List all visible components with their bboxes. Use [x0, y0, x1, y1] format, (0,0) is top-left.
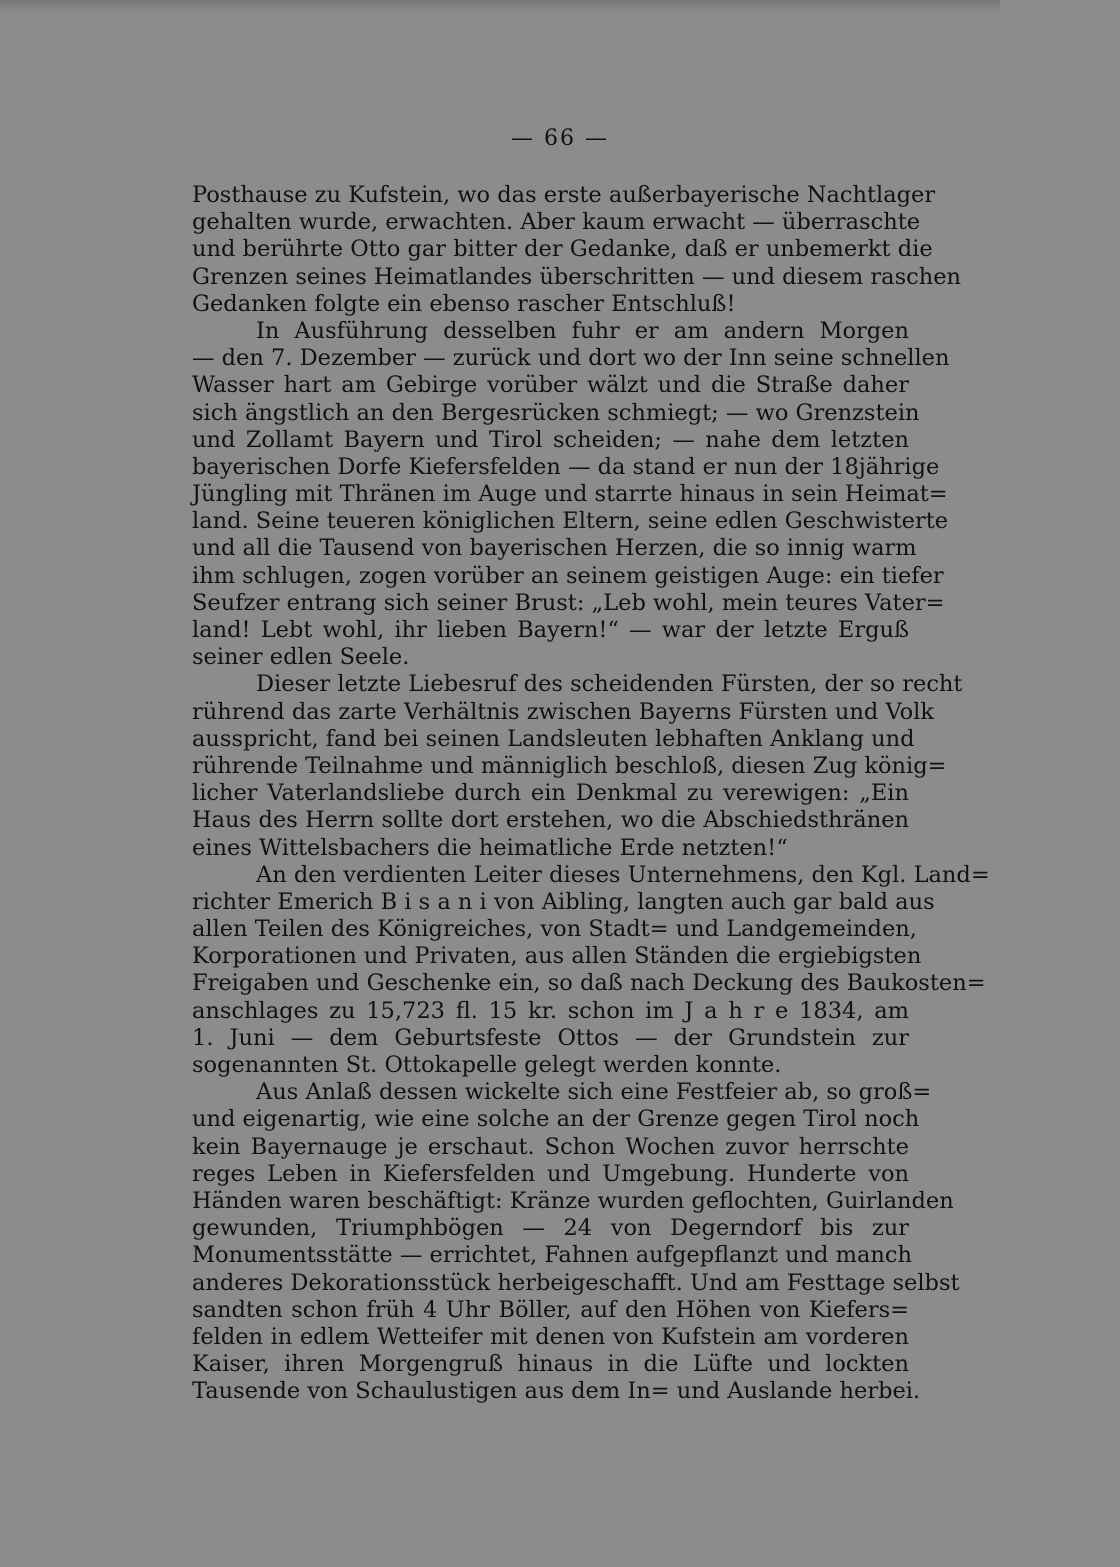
text-line: rührend das zarte Verhältnis zwischen Bayerns Fürsten und Volk [192, 698, 935, 725]
text-line: Tausende von Schaulustigen aus dem In= und Auslande herbei. [192, 1378, 921, 1405]
text-line: und Zollamt Bayern und Tirol scheiden; — nahe dem letzten [192, 426, 909, 453]
text-line: ausspricht, fand bei seinen Landsleuten lebhaften Anklang und [192, 725, 915, 752]
text-line: kein Bayernauge je erschaut. Schon Wochen zuvor herrschte [192, 1133, 909, 1160]
text-line: Kaiser, ihren Morgengruß hinaus in die Lüfte und lockten [192, 1351, 909, 1378]
text-line: und berührte Otto gar bitter der Gedanke, daß er unbemerkt die [192, 236, 933, 263]
text-line: sich ängstlich an den Bergesrücken schmiegt; — wo Grenzstein [192, 399, 920, 426]
text-line: Freigaben und Geschenke ein, so daß nach Deckung des Baukosten= [192, 970, 986, 997]
text-line: reges Leben in Kiefersfelden und Umgebung. Hunderte von [192, 1160, 909, 1187]
text-line: Korporationen und Privaten, aus allen Ständen die ergiebigsten [192, 943, 922, 970]
text-line: Aus Anlaß dessen wickelte sich eine Festfeier ab, so groß= [256, 1079, 932, 1106]
text-line: An den verdienten Leiter dieses Unternehmens, den Kgl. Land= [256, 861, 990, 888]
text-line: anschlages zu 15,723 fl. 15 kr. schon im J a h r e 1834, am [192, 997, 909, 1024]
text-line: felden in edlem Wetteifer mit denen von Kufstein am vorderen [192, 1323, 909, 1350]
body-text [192, 182, 990, 1405]
text-line: licher Vaterlandsliebe durch ein Denkmal zu verewigen: „Ein [192, 780, 909, 807]
text-line: und eigenartig, wie eine solche an der Grenze gegen Tirol noch [192, 1106, 920, 1133]
text-line: sogenannten St. Ottokapelle gelegt werden konnte. [192, 1052, 782, 1078]
scan-edge-artifact [0, 0, 1000, 14]
text-line: Grenzen seines Heimatlandes überschritten — und diesem raschen [192, 263, 962, 290]
text-line: gewunden, Triumphbögen — 24 von Degerndorf bis zur [192, 1215, 909, 1242]
text-line: Gedanken folgte ein ebenso rascher Entschluß! [192, 290, 736, 317]
text-line: Wasser hart am Gebirge vorüber wälzt und die Straße daher [192, 372, 909, 399]
text-line: seiner edlen Seele. [192, 644, 410, 671]
text-line: Monumentsstätte — errichtet, Fahnen aufgepflanzt und manch [192, 1242, 912, 1269]
text-line: eines Wittelsbachers die heimatliche Erde netzten!“ [192, 834, 788, 861]
text-line: richter Emerich B i s a n i von Aibling, langten auch gar bald aus [192, 888, 935, 915]
text-line: land. Seine teueren königlichen Eltern, seine edlen Geschwisterte [192, 508, 949, 535]
text-line: bayerischen Dorfe Kiefersfelden — da stand er nun der 18jährige [192, 453, 940, 480]
text-line: Posthause zu Kufstein, wo das erste außerbayerische Nachtlager [192, 182, 936, 208]
text-line: Haus des Herrn sollte dort erstehen, wo die Abschiedsthränen [192, 807, 909, 834]
text-line: allen Teilen des Königreiches, von Stadt= und Landgemeinden, [192, 916, 917, 943]
text-line: — den 7. Dezember — zurück und dort wo der Inn seine schnellen [192, 345, 950, 372]
text-line: Jüngling mit Thränen im Auge und starrte hinaus in sein Heimat= [192, 481, 948, 508]
text-line: land! Lebt wohl, ihr lieben Bayern!“ — war der letzte Erguß [192, 617, 909, 643]
text-line: Dieser letzte Liebesruf des scheidenden Fürsten, der so recht [256, 671, 963, 698]
text-line: anderes Dekorationsstück herbeigeschafft. Und am Festtage selbst [192, 1269, 960, 1296]
text-line: und all die Tausend von bayerischen Herzen, die so innig warm [192, 535, 917, 562]
text-line: sandten schon früh 4 Uhr Böller, auf den Höhen von Kiefers= [192, 1296, 909, 1323]
text-line: rührende Teilnahme und männiglich beschloß, diesen Zug könig= [192, 752, 947, 779]
text-line: ihm schlugen, zogen vorüber an seinem geistigen Auge: ein tiefer [192, 562, 944, 589]
text-line: 1. Juni — dem Geburtsfeste Ottos — der Grundstein zur [192, 1024, 909, 1051]
text-line: gehalten wurde, erwachten. Aber kaum erwacht — überraschte [192, 209, 921, 236]
page-number: — 66 — [511, 126, 609, 151]
text-line: Seufzer entrang sich seiner Brust: „Leb wohl, mein teures Vater= [192, 589, 945, 616]
text-line: In Ausführung desselben fuhr er am andern Morgen [256, 317, 909, 344]
text-line: Händen waren beschäftigt: Kränze wurden geflochten, Guirlanden [192, 1187, 954, 1214]
